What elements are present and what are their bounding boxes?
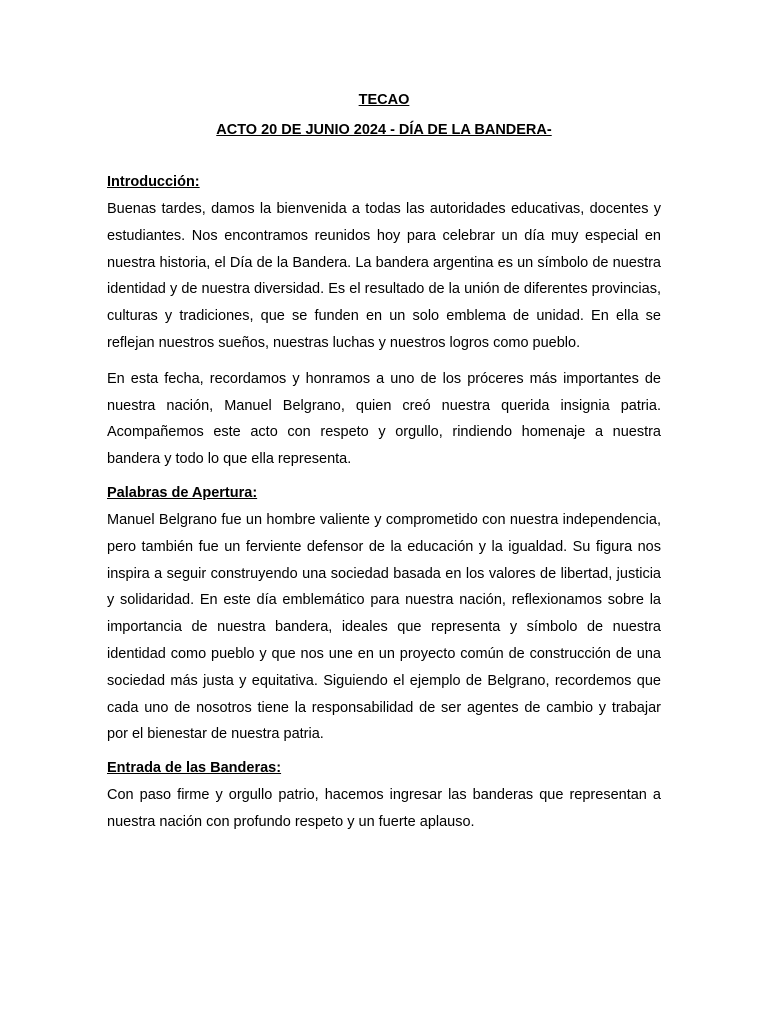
- section-heading-palabras-de-apertura: Palabras de Apertura:: [107, 484, 258, 501]
- paragraph-palabras-de-apertura-1: Manuel Belgrano fue un hombre valiente y comprometido con nuestra independencia, pero también fue un ferviente defensor de la educación y la igualdad. Su figura nos inspira a seguir construyendo una sociedad basada en los valores de libertad, justicia y solidaridad. En este día emblemático para nuestra nación, reflexionamos sobre la importancia de nuestra bandera, ideales que representa y símbolo de nuestra identidad como pueblo y que nos une en un proyecto común de construcción de una sociedad más justa y equitativa. Siguiendo el ejemplo de Belgrano, recordemos que cada uno de nosotros tiene la responsabilidad de ser agentes de cambio y trabajar por el bienestar de nuestra patria.: [107, 511, 661, 743]
- document-subtitle: ACTO 20 DE JUNIO 2024 - DÍA DE LA BANDERA-: [216, 122, 552, 138]
- section-heading-entrada-de-las-banderas: Entrada de las Banderas:: [107, 760, 282, 777]
- paragraph-entrada-de-las-banderas-1: Con paso firme y orgullo patrio, hacemos ingresar las banderas que representan a nuestra nación con profundo respeto y un fuerte aplauso.: [107, 787, 661, 830]
- section-heading-introduccion: Introducción:: [107, 174, 200, 190]
- paragraph-introduccion-2: En esta fecha, recordamos y honramos a uno de los próceres más importantes de nuestra nación, Manuel Belgrano, quien creó nuestra querida insignia patria. Acompañemos este acto con respeto y orgullo, rindiendo homenaje a nuestra bandera y todo lo que ella representa.: [107, 370, 661, 468]
- paragraph-introduccion-1: Buenas tardes, damos la bienvenida a todas las autoridades educativas, docentes y estudiantes. Nos encontramos reunidos hoy para celebrar un día muy especial en nuestra historia, el Día de la Bandera. La bandera argentina es un símbolo de nuestra identidad y de nuestra diversidad. Es el resultado de la unión de diferentes provincias, culturas y tradiciones, que se funden en un solo emblema de unidad. En ella se reflejan nuestros sueños, nuestras luchas y nuestros logros como pueblo.: [107, 201, 661, 351]
- document-title: TECAO: [358, 92, 410, 108]
